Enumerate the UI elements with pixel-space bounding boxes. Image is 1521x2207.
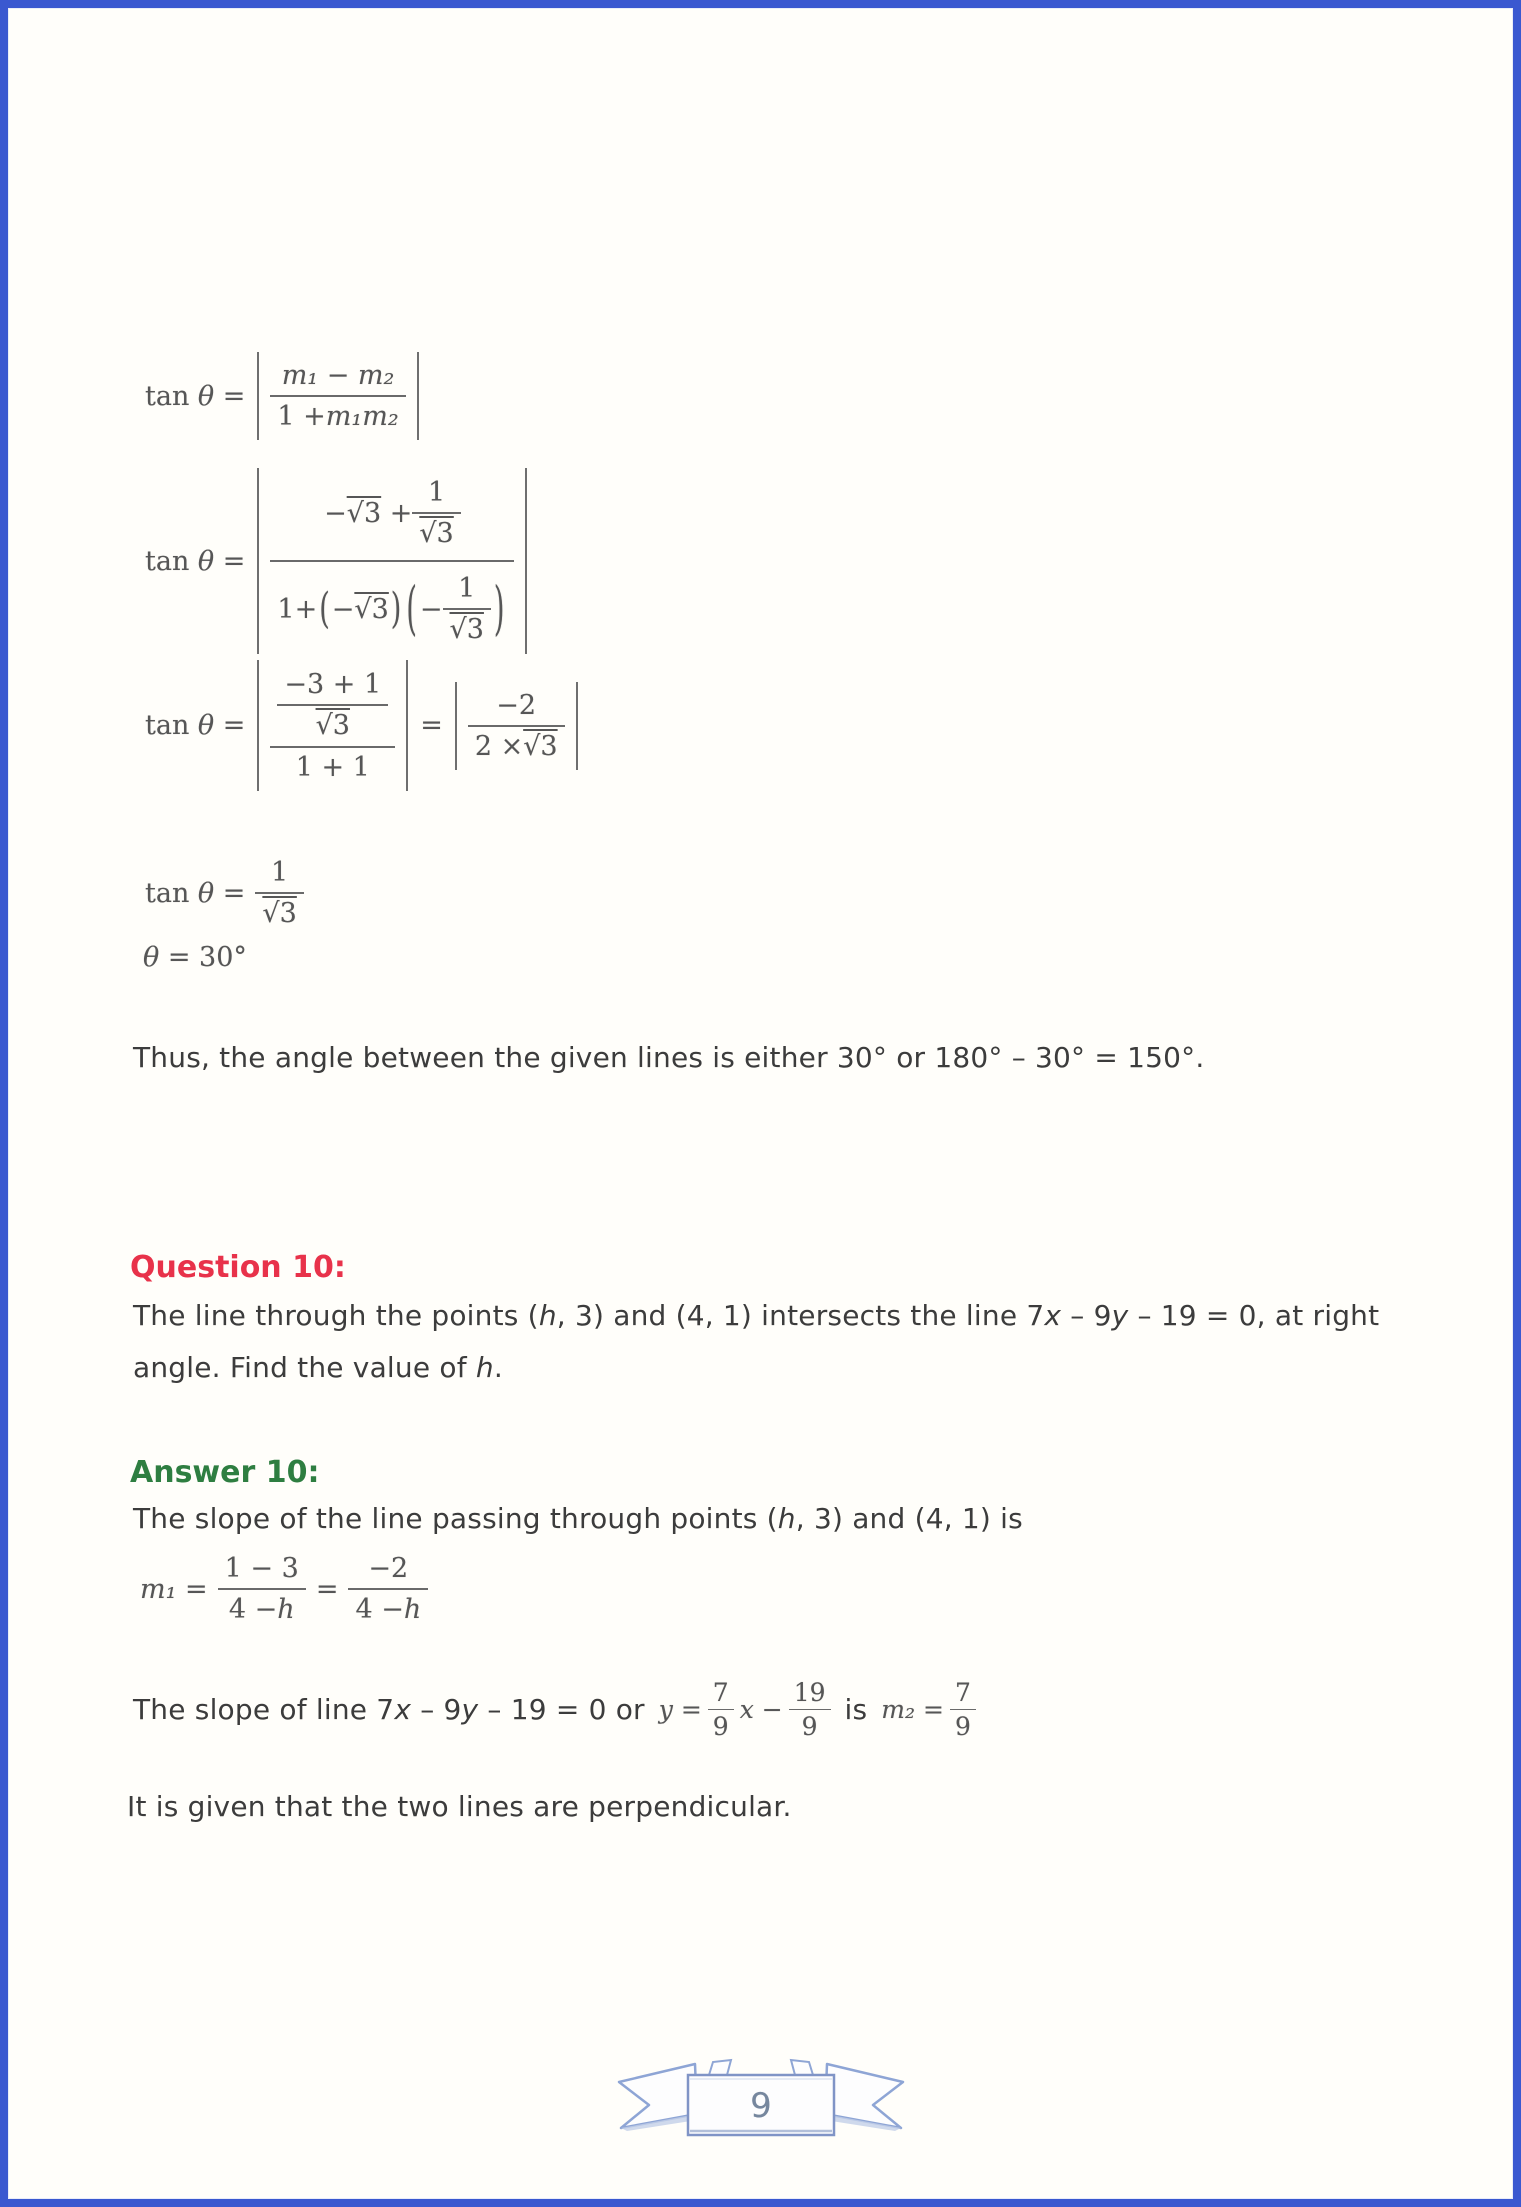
equation-result: tan θ = $\frac{1}{√3}$ xyxy=(145,856,304,930)
equation-simplified xyxy=(145,660,580,791)
is-word: is xyxy=(844,1693,868,1726)
perpendicular-statement: It is given that the two lines are perpendicular. xyxy=(127,1790,792,1823)
absolute-value-group: −√3 + $\frac{1}{√3}$ 1+(−√3) ( − $\frac{1}{√3}$ ) xyxy=(257,468,527,654)
question-text-line1: The line through the points (h, 3) and (4, 1) intersects the line 7x – 9y – 19 = 0, at right xyxy=(133,1299,1380,1332)
equation-lhs: tan θ = xyxy=(145,380,246,412)
equation-angle-formula xyxy=(145,352,421,440)
answer-heading: Answer 10: xyxy=(130,1455,320,1490)
question-text-line2: angle. Find the value of h. xyxy=(133,1351,503,1384)
absolute-value-group: $\frac{\frac{-3 + 1}{√3}}{1 + 1}$ xyxy=(257,660,408,791)
equation-lhs: tan θ = xyxy=(145,710,246,741)
absolute-value-group: −2 2 × √3 xyxy=(455,682,578,770)
question-heading: Question 10: xyxy=(130,1250,346,1285)
equation-line-slope-form: y = $\frac{7}{9}$ x − $\frac{19}{9}$ xyxy=(659,1678,831,1741)
slope-line-sentence xyxy=(133,1678,976,1741)
equation-lhs: tan θ = xyxy=(145,545,246,577)
equation-lhs: tan θ = xyxy=(145,877,246,909)
page-number: 9 xyxy=(750,2086,772,2126)
slope-sentence-prefix: The slope of line 7x – 9y – 19 = 0 or xyxy=(133,1693,645,1726)
equation-substituted-slopes xyxy=(145,468,529,654)
equals-sign: = xyxy=(315,1573,339,1605)
equation-slope-m2: m₂ = $\frac{7}{9}$ xyxy=(881,1678,976,1741)
equals-sign: = xyxy=(420,710,443,741)
answer-intro: The slope of the line passing through points (h, 3) and (4, 1) is xyxy=(133,1502,1023,1535)
absolute-value-group: m₁ − m₂ 1 + m₁m₂ xyxy=(257,352,418,440)
derivation-summary: Thus, the angle between the given lines is either 30° or 180° – 30° = 150°. xyxy=(133,1041,1205,1074)
equation-slope-m1: m₁ = 1 − 3 4 − h = −2 4 − h xyxy=(140,1552,428,1626)
equation-theta-value: θ = 30° xyxy=(143,942,247,973)
page-number-ribbon xyxy=(613,2050,909,2150)
